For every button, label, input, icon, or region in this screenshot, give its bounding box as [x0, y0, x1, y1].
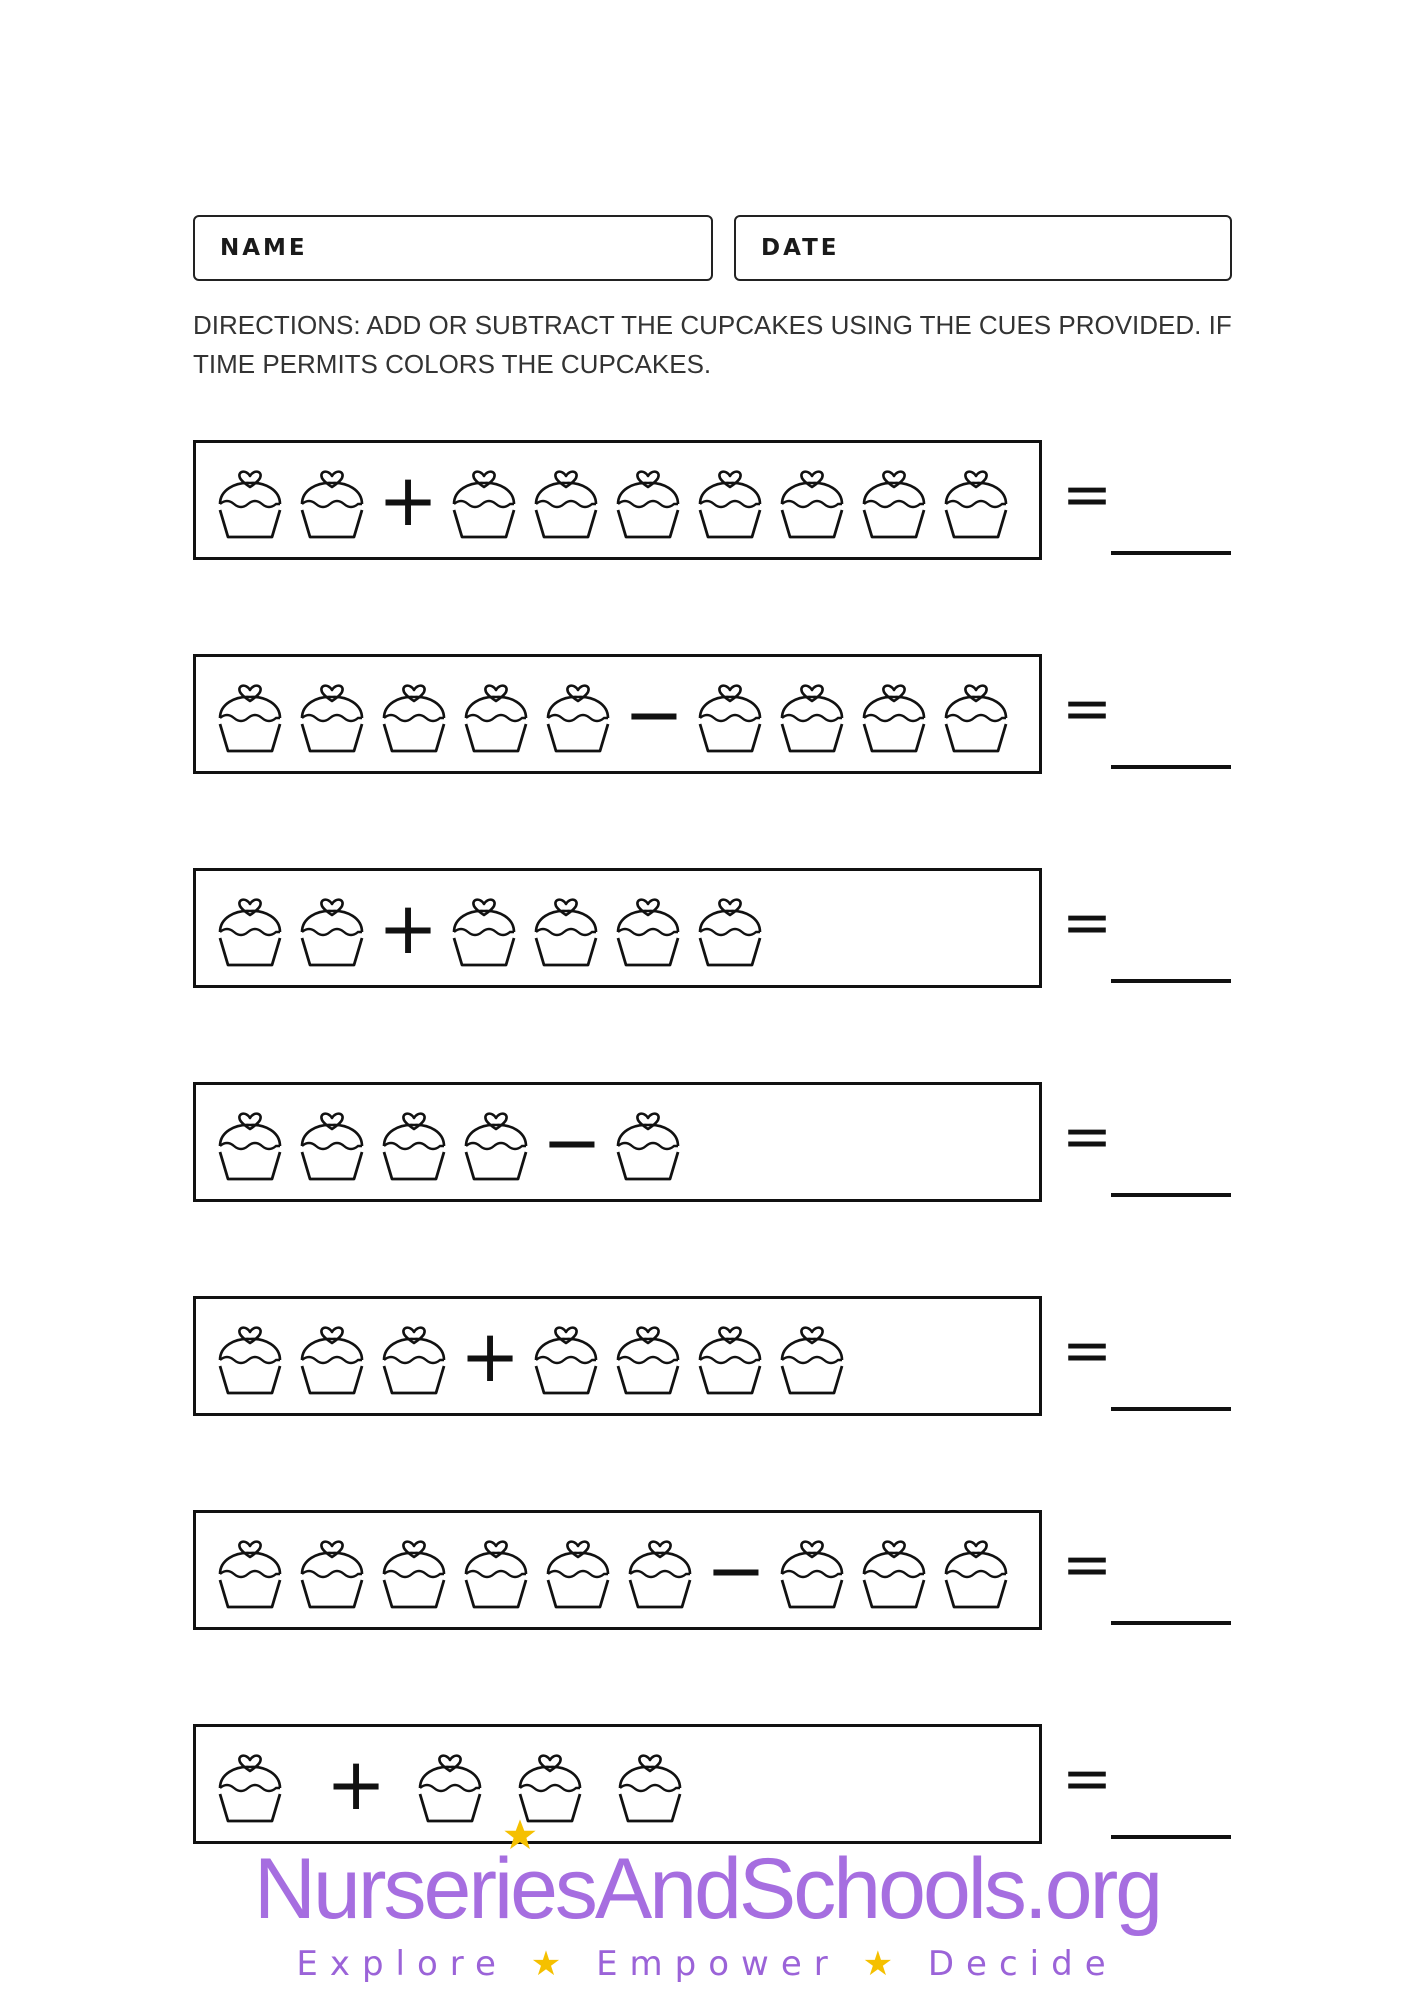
equals-sign: =	[1061, 888, 1113, 958]
cupcake-icon	[543, 674, 613, 754]
cupcake-icon	[461, 1530, 531, 1610]
cupcake-icon	[613, 1316, 683, 1396]
cupcake-icon	[297, 674, 367, 754]
directions-text: DIRECTIONS: ADD OR SUBTRACT THE CUPCAKES USING THE CUES PROVIDED. IF TIME PERMITS COLORS THE CUPCAKES.	[193, 310, 1232, 379]
cupcake-icon	[215, 1102, 285, 1182]
cupcake-icon	[941, 460, 1011, 540]
equals-sign: =	[1061, 460, 1113, 530]
problem-row	[193, 440, 1233, 560]
cupcake-icon	[215, 1316, 285, 1396]
cupcake-icon	[297, 888, 367, 968]
cupcake-icon	[449, 888, 519, 968]
cupcake-icon	[531, 1316, 601, 1396]
answer-blank[interactable]	[1111, 765, 1231, 769]
cupcake-icon	[515, 1744, 585, 1824]
cupcake-icon	[215, 888, 285, 968]
cupcake-icon	[215, 674, 285, 754]
cupcake-icon	[777, 1530, 847, 1610]
cupcake-icon	[379, 1102, 449, 1182]
logo-tagline	[0, 1944, 1414, 1984]
tagline-word: Explore	[296, 1944, 508, 1984]
cupcake-icon	[543, 1530, 613, 1610]
cupcake-icon	[297, 1102, 367, 1182]
equals-sign: =	[1061, 1102, 1113, 1172]
cupcake-icon	[461, 674, 531, 754]
logo-brand-text: NurseriesAndSchools.org	[253, 1841, 1161, 1937]
answer-blank[interactable]	[1111, 1835, 1231, 1839]
tagline-word: Empower	[596, 1944, 840, 1984]
cupcake-icon	[531, 460, 601, 540]
problem-row	[193, 868, 1233, 988]
cupcake-icon	[777, 460, 847, 540]
cupcake-icon	[695, 674, 765, 754]
date-label: DATE	[761, 235, 840, 261]
cupcake-icon	[379, 1530, 449, 1610]
cupcake-box	[193, 868, 1042, 988]
answer-blank[interactable]	[1111, 979, 1231, 983]
cupcake-box	[193, 1510, 1042, 1630]
minus-sign: −	[541, 1100, 603, 1184]
cupcake-icon	[695, 1316, 765, 1396]
star-icon: ★	[862, 1944, 906, 1984]
cupcake-icon	[615, 1744, 685, 1824]
cupcake-icon	[859, 1530, 929, 1610]
cupcake-icon	[449, 460, 519, 540]
cupcake-icon	[297, 460, 367, 540]
cupcake-icon	[297, 1316, 367, 1396]
equals-sign: =	[1061, 674, 1113, 744]
problem-row	[193, 654, 1233, 774]
cupcake-icon	[777, 674, 847, 754]
plus-sign: +	[325, 1742, 387, 1826]
cupcake-icon	[415, 1744, 485, 1824]
cupcake-icon	[379, 1316, 449, 1396]
cupcake-icon	[215, 1744, 285, 1824]
plus-sign: +	[377, 886, 439, 970]
answer-blank[interactable]	[1111, 1407, 1231, 1411]
cupcake-icon	[613, 1102, 683, 1182]
tagline-word: Decide	[927, 1944, 1118, 1984]
cupcake-icon	[777, 1316, 847, 1396]
problem-row	[193, 1724, 1233, 1844]
date-field[interactable]	[734, 215, 1232, 281]
cupcake-icon	[695, 888, 765, 968]
plus-sign: +	[377, 458, 439, 542]
equals-sign: =	[1061, 1744, 1113, 1814]
cupcake-box	[193, 654, 1042, 774]
cupcake-icon	[297, 1530, 367, 1610]
cupcake-icon	[531, 888, 601, 968]
minus-sign: −	[705, 1528, 767, 1612]
cupcake-icon	[379, 674, 449, 754]
site-logo	[0, 1840, 1414, 1990]
cupcake-icon	[859, 674, 929, 754]
cupcake-icon	[215, 460, 285, 540]
cupcake-box	[193, 1724, 1042, 1844]
cupcake-icon	[941, 1530, 1011, 1610]
cupcake-box	[193, 440, 1042, 560]
cupcake-icon	[215, 1530, 285, 1610]
cupcake-box	[193, 1296, 1042, 1416]
answer-blank[interactable]	[1111, 551, 1231, 555]
name-field[interactable]	[193, 215, 713, 281]
problem-row	[193, 1510, 1233, 1630]
cupcake-icon	[941, 674, 1011, 754]
equals-sign: =	[1061, 1316, 1113, 1386]
star-icon: ★	[530, 1944, 574, 1984]
cupcake-icon	[695, 460, 765, 540]
answer-blank[interactable]	[1111, 1621, 1231, 1625]
cupcake-icon	[613, 888, 683, 968]
cupcake-box	[193, 1082, 1042, 1202]
answer-blank[interactable]	[1111, 1193, 1231, 1197]
problem-row	[193, 1082, 1233, 1202]
minus-sign: −	[623, 672, 685, 756]
cupcake-icon	[625, 1530, 695, 1610]
problem-row	[193, 1296, 1233, 1416]
cupcake-icon	[461, 1102, 531, 1182]
cupcake-icon	[613, 460, 683, 540]
cupcake-icon	[859, 460, 929, 540]
equals-sign: =	[1061, 1530, 1113, 1600]
name-label: NAME	[220, 235, 308, 261]
plus-sign: +	[459, 1314, 521, 1398]
